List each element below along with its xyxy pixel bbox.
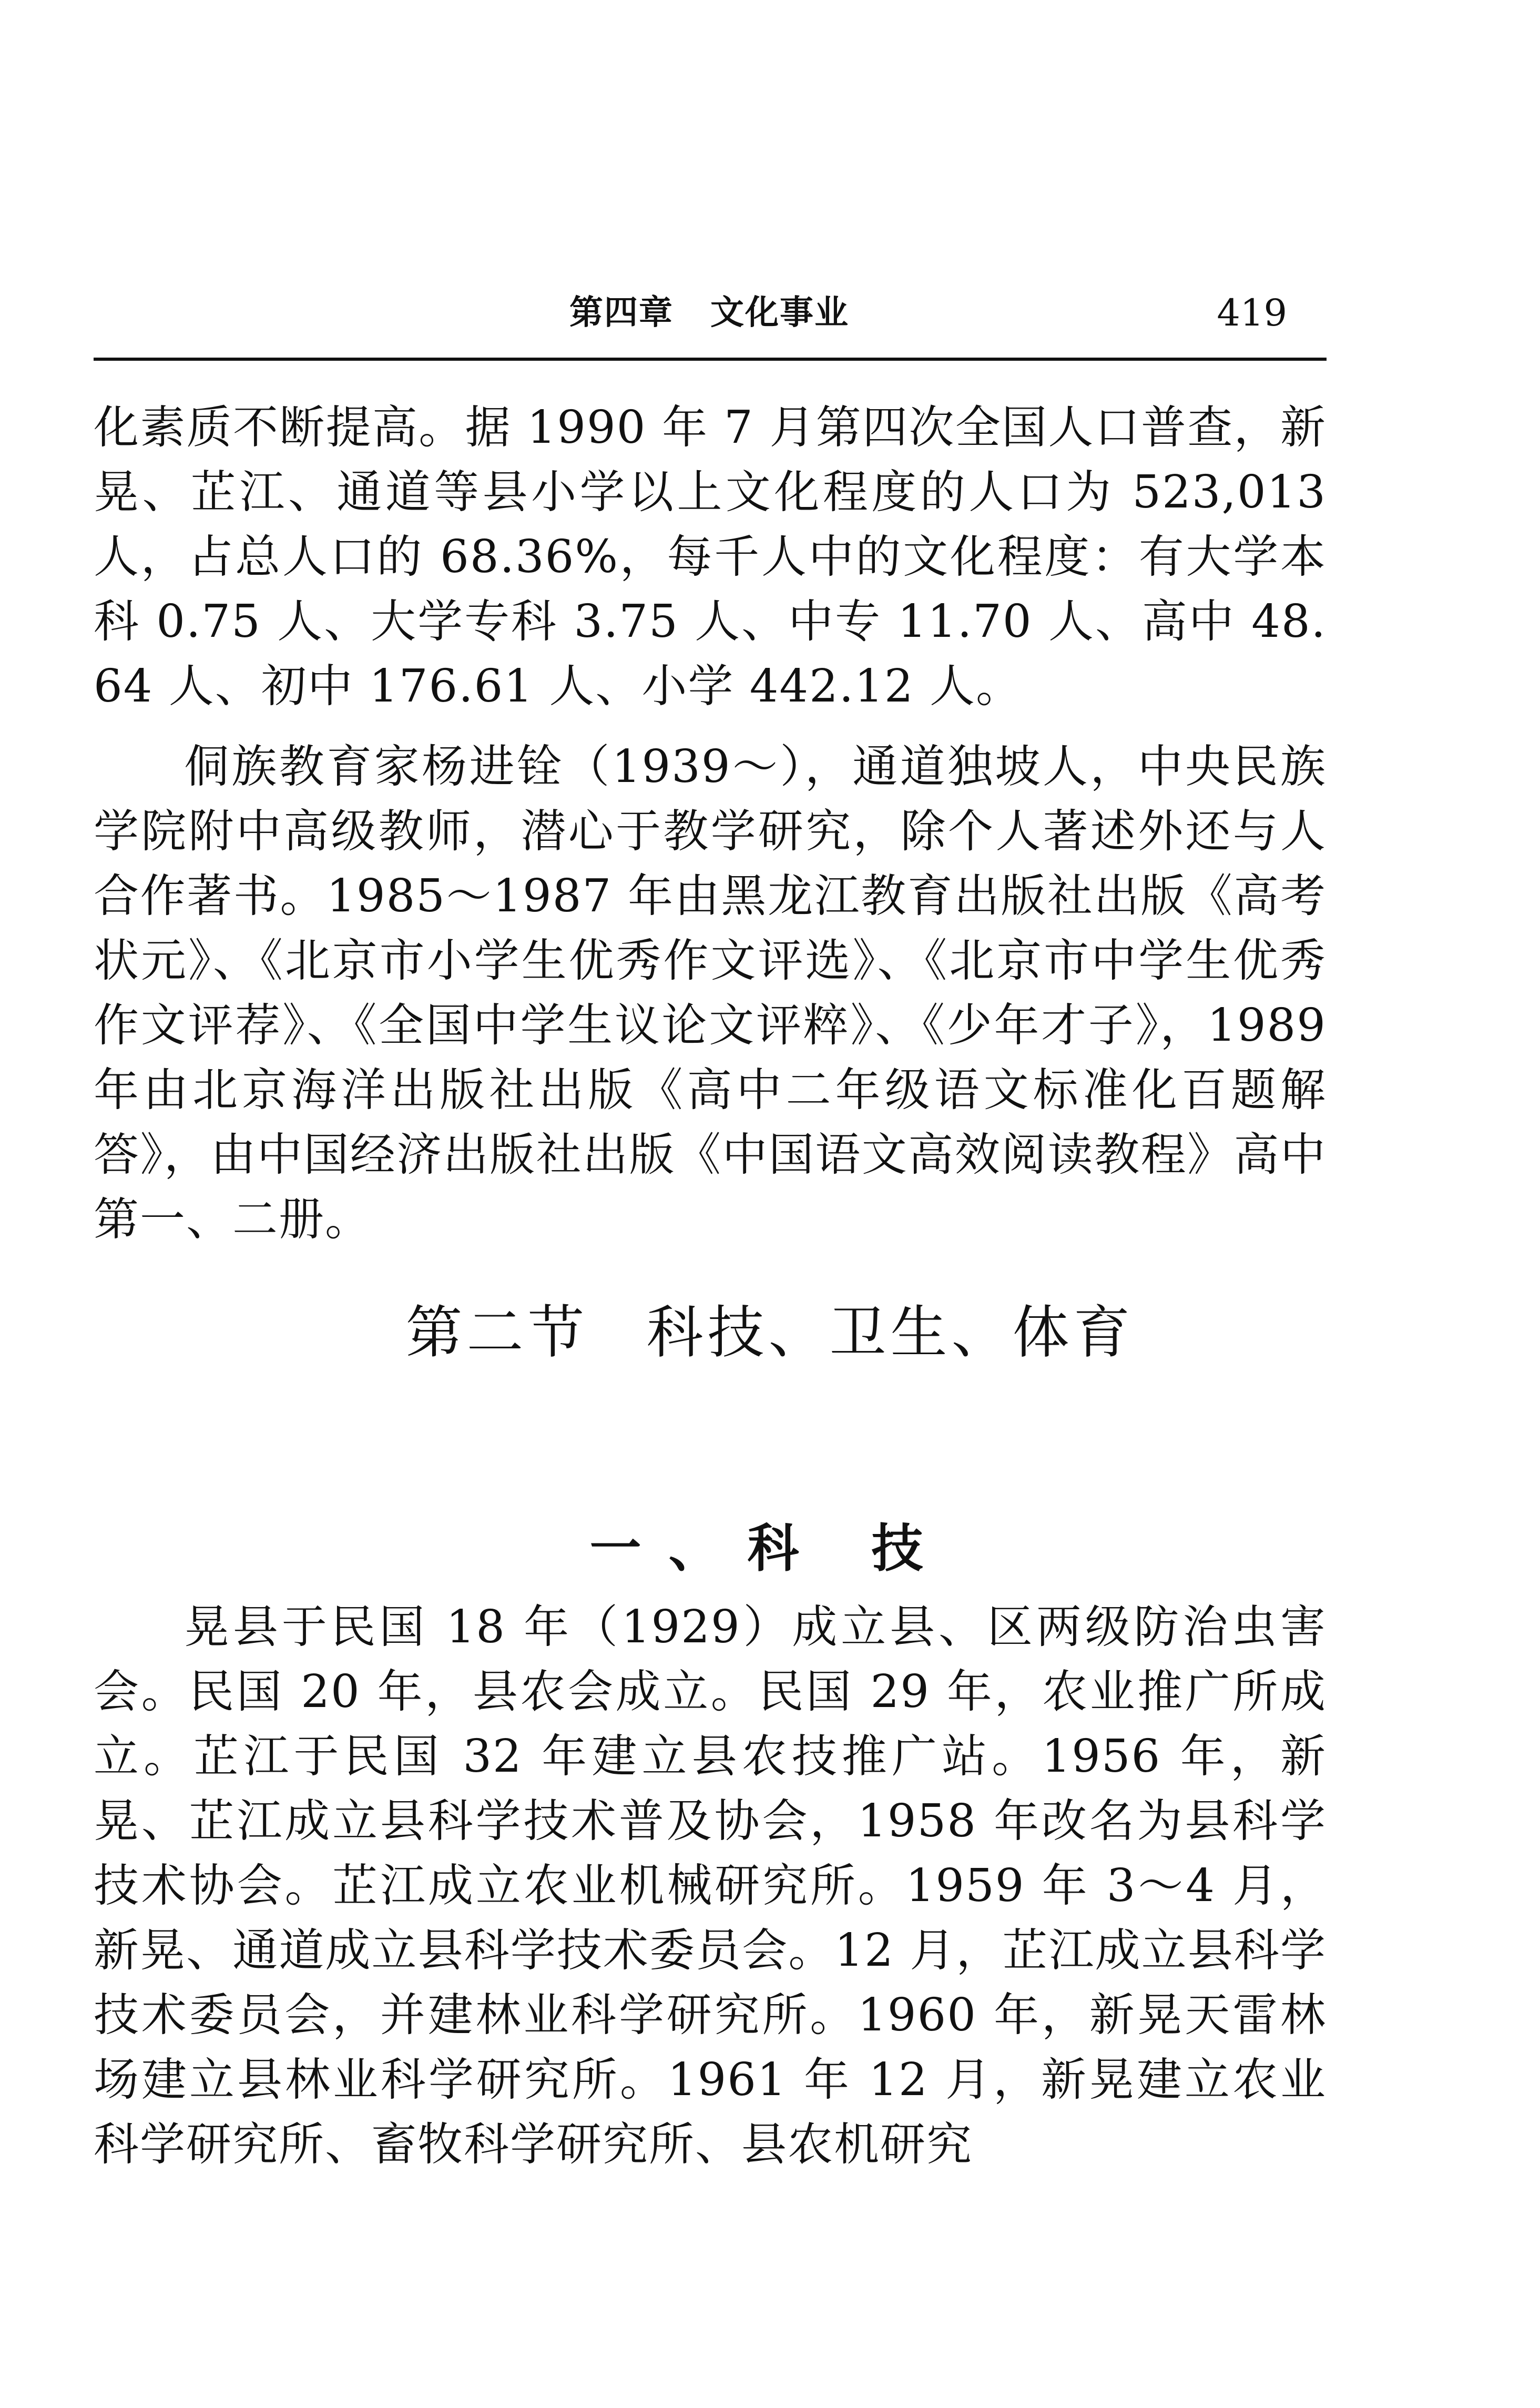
chapter-title: 文化事业 [710,293,849,332]
header-divider [94,358,1327,361]
section-number: 第二节 [405,1300,589,1366]
text-block-educator [94,735,1327,1252]
text-block-education-stats [94,395,1327,719]
running-header [94,287,1327,339]
paragraph-educator-yang: 侗族教育家杨进铨（1939～），通道独坡人，中央民族学院附中高级教师，潜心于教学研究，除个人著述外还与人合作著书。1985～1987 年由黑龙江教育出版社出版《高考状元》、《北京市小学生优秀作文评选》、《北京市中学生优秀作文评荐》、《全国中学生议论文评粹》、《少年才子》，1989 年由北京海洋出版社出版《高中二年级语文标准化百题解答》，由中国经济出版社出版《中国语文高效阅读教程》高中第一、二册。 [94,740,1327,1246]
section-title: 科技、卫生、体育 [646,1300,1135,1366]
paragraph-science-history: 晃县于民国 18 年（1929）成立县、区两级防治虫害会。民国 20 年，县农会成立。民国 29 年，农业推广所成立。芷江于民国 32 年建立县农技推广站。1956 年，新晃、芷江成立县科学技术普及协会，1958 年改名为县科学技术协会。芷江成立农业机械研究所。1959 年 3～4 月，新晃、通道成立县科学技术委员会。12 月，芷江成立县科学技术委员会，并建林业科学研究所。1960 年，新晃天雷林场建立县林业科学研究所。1961 年 12 月，新晃建立农业科学研究所、畜牧科学研究所、县农机研究 [94,1601,1327,2171]
chapter-label: 第四章 [569,293,674,332]
paragraph-census-education: 化素质不断提高。据 1990 年 7 月第四次全国人口普查，新晃、芷江、通道等县小学以上文化程度的人口为 523,013 人，占总人口的 68.36%，每千人中的文化程度：有大学本科 0.75 人、大学专科 3.75 人、中专 11.70 人、高中 48.64 人、初中 176.61 人、小学 442.12 人。 [94,401,1327,713]
page-number: 419 [1217,291,1287,334]
section-heading [0,1296,1540,1370]
subsection-heading: 一、科 技 [589,1519,951,1579]
running-header-title [569,287,849,339]
text-block-science [94,1595,1327,2177]
